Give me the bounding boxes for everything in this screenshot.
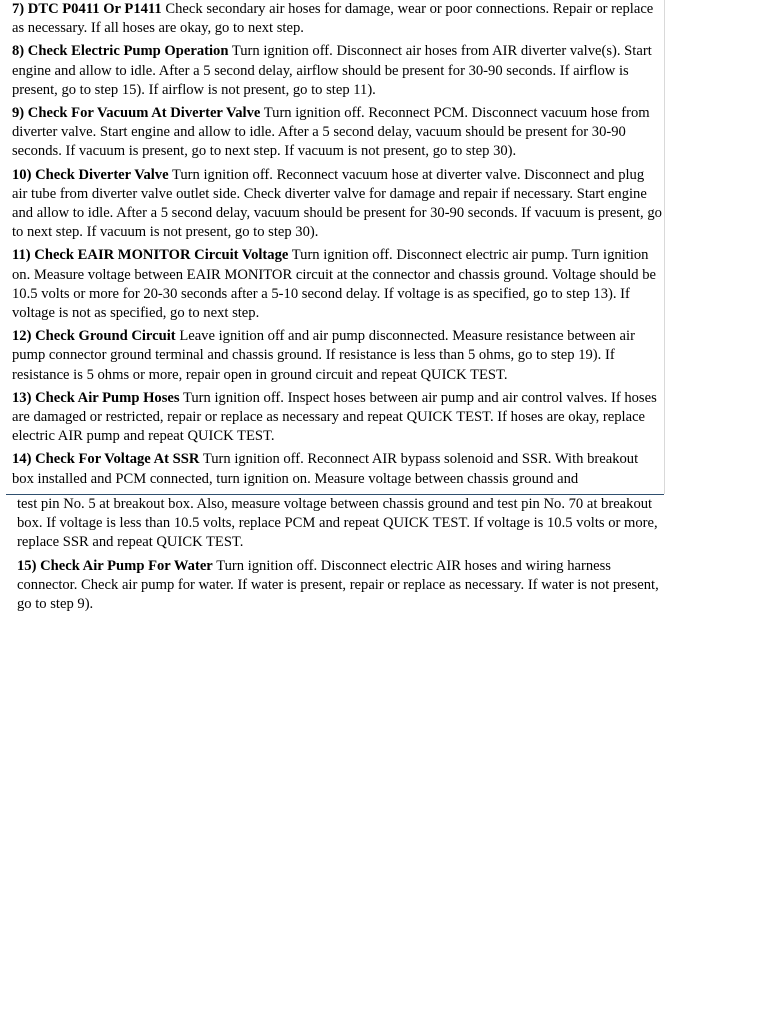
step-9 xyxy=(0,104,664,162)
step-10-title: 10) Check Diverter Valve xyxy=(12,166,169,183)
step-13-body: Turn ignition off. Inspect hoses between air pump and air control valves. If hoses are damaged or restricted, repair or replace as necessary and repeat QUICK TEST. If hoses are okay, replace electric AIR pump and repeat QUICK TEST. xyxy=(12,389,657,445)
step-11-body: Turn ignition off. Disconnect electric air pump. Turn ignition on. Measure voltage between EAIR MONITOR circuit at the connector and chassis ground. Voltage should be 10.5 volts or more for 20-30 seconds after a 5-10 second delay. If voltage is as specified, go to step 13). If voltage is not as specified, go to next step. xyxy=(12,247,656,322)
step-12-body: Leave ignition off and air pump disconnected. Measure resistance between air pump connector ground terminal and chassis ground. If resistance is less than 5 ohms, go to step 19). If resistance is 5 ohms or more, repair open in ground circuit and repeat QUICK TEST. xyxy=(12,328,635,383)
step-8-body: Turn ignition off. Disconnect air hoses from AIR diverter valve(s). Start engine and allow to idle. After a 5 second delay, airflow should be present for 30-90 seconds. If airflow is present, go to step 15). If airflow is not present, go to step 11). xyxy=(12,43,652,98)
step-12 xyxy=(0,327,664,385)
step-15-body: Turn ignition off. Disconnect electric AIR hoses and wiring harness connector. Check air pump for water. If water is present, repair or replace as necessary. If water is not present, go to step 9). xyxy=(17,557,659,613)
step-9-title: 9) Check For Vacuum At Diverter Valve xyxy=(12,105,261,122)
step-7-title: 7) DTC P0411 Or P1411 xyxy=(12,1,162,17)
step-8 xyxy=(0,42,664,100)
step-7 xyxy=(0,0,664,38)
step-10-body: Turn ignition off. Reconnect vacuum hose at diverter valve. Disconnect and plug air tube from diverter valve outlet side. Check diverter valve for damage and repair if necessary. Start engine and allow to idle. After a 5 second delay, vacuum should be present for 30-90 seconds. If vacuum is present, go to next step. If vacuum is not present, go to step 30). xyxy=(12,166,662,241)
step-11 xyxy=(0,246,664,323)
step-8-title: 8) Check Electric Pump Operation xyxy=(12,43,229,60)
step-14-continued xyxy=(4,495,664,553)
step-7-body: Check secondary air hoses for damage, wear or poor connections. Repair or replace as necessary. If all hoses are okay, go to next step. xyxy=(12,1,654,37)
step-13-title: 13) Check Air Pump Hoses xyxy=(12,389,180,406)
step-14 xyxy=(0,450,664,488)
step-13 xyxy=(0,389,664,447)
step-14-body: Turn ignition off. Reconnect AIR bypass solenoid and SSR. With breakout box installed and PCM connected, turn ignition on. Measure voltage between chassis ground and xyxy=(12,451,639,487)
step-14-continued-body: test pin No. 5 at breakout box. Also, measure voltage between chassis ground and test pin No. 70 at breakout box. If voltage is less than 10.5 volts, replace PCM and repeat QUICK TEST. If voltage is 10.5 volts or more, replace SSR and repeat QUICK TEST. xyxy=(17,496,658,551)
step-15-title: 15) Check Air Pump For Water xyxy=(17,557,213,574)
document-page-bottom xyxy=(4,495,664,614)
step-14-title: 14) Check For Voltage At SSR xyxy=(12,451,200,468)
step-15 xyxy=(4,557,664,615)
step-12-title: 12) Check Ground Circuit xyxy=(12,328,176,345)
document-page-top xyxy=(0,0,665,494)
step-9-body: Turn ignition off. Reconnect PCM. Disconnect vacuum hose from diverter valve. Start engine and allow to idle. After a 5 second delay, vacuum should be present for 30-90 seconds. If vacuum is present, go to next step. If vacuum is not present, go to step 30). xyxy=(12,105,650,160)
step-11-title: 11) Check EAIR MONITOR Circuit Voltage xyxy=(12,247,289,264)
step-10 xyxy=(0,166,664,243)
